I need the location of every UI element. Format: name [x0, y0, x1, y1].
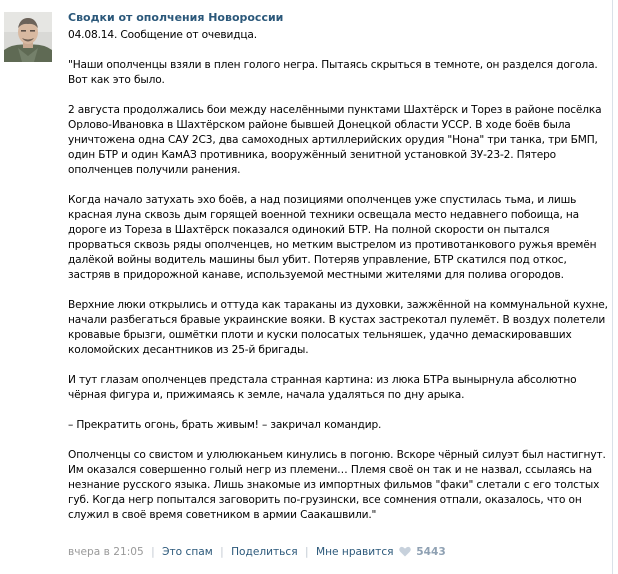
report-spam-link[interactable]: Это спам — [162, 546, 213, 558]
post-paragraph: – Прекратить огонь, брать живым! – закричал командир. — [68, 419, 382, 431]
post-paragraph: Когда начало затухать эхо боёв, а над позициями ополченцев уже спустилась тьма, и лишь красная луна сквозь дым горящей военной техники освещала место недавнего побоища, на дороге из Тореза в Шахтёрск показался одинокий БТР. На полной скорости он пытался прорваться сквозь ряды ополченцев, но метким выстрелом из противотанкового ружья времён далёкой войны водитель машины был убит. Потеряв управление, БТР скатился под откос, застряв в придорожной канаве, используемой местными жителями для полива огородов. — [68, 194, 597, 281]
post-footer — [68, 545, 446, 561]
post-date-line: 04.08.14. Сообщение от очевидца. — [68, 29, 257, 41]
footer-separator: | — [151, 546, 155, 558]
post-paragraph: Ополченцы со свистом и улюлюканьем кинулись в погоню. Вскоре чёрный силуэт был настигнут. Им оказался совершенно голый негр из племени… Племя своё он так и не назвал, ссылаясь на незнание русского языка. Лишь знакомые из импортных фильмов "факи" слетали с его толстых губ. Когда негр попытался заговорить по-грузински, все сомнения отпали, оказалось, что он служил в своё время советником в армии Саакашвили." — [68, 449, 606, 521]
post-paragraph: Верхние люки открылись и оттуда как тараканы из духовки, зажжённой на коммунальной кухне, начали разбегаться бравые украинские вояки. В кустах застрекотал пулемёт. В воздух полетели кровавые брызги, ошмётки плоти и куски полосатых тельняшек, удачно демаскировавших коломойских десантников из 25-й бригады. — [68, 299, 608, 356]
post-time[interactable]: вчера в 21:05 — [68, 546, 144, 558]
post-paragraph: 2 августа продолжались бои между населёнными пунктами Шахтёрск и Торез в районе посёлка Орлово-Ивановка в Шахтёрском районе бывшей Донецкой области УССР. В ходе боёв была уничтожена одна САУ 2С3, два самоходных артиллерийских орудия "Нона" три танка, три БМП, один БТР и один КамАЗ противника, вооружённый зенитной установкой ЗУ-23-2. Пятеро ополченцев получили ранения. — [68, 104, 602, 176]
share-link[interactable]: Поделиться — [231, 546, 298, 558]
avatar-photo — [4, 12, 52, 62]
footer-separator: | — [305, 546, 309, 558]
post-right-border — [612, 0, 613, 574]
post-content — [68, 10, 608, 523]
like-link[interactable]: Мне нравится — [315, 546, 394, 558]
author-avatar[interactable] — [4, 12, 52, 62]
post-paragraph: И тут глазам ополченцев предстала странная картина: из люка БТРа вынырнула абсолютно чёрная фигура и, прижимаясь к земле, начала удаляться по дну арыка. — [68, 374, 577, 401]
footer-separator: | — [220, 546, 224, 558]
post-author-link[interactable]: Сводки от ополчения Новороссии — [68, 11, 284, 24]
like-count: 5443 — [416, 546, 446, 558]
post-paragraph: "Наши ополченцы взяли в плен голого негра. Пытаясь скрыться в темноте, он разделся догола. Вот как это было. — [68, 59, 598, 86]
heart-icon[interactable] — [399, 546, 411, 561]
